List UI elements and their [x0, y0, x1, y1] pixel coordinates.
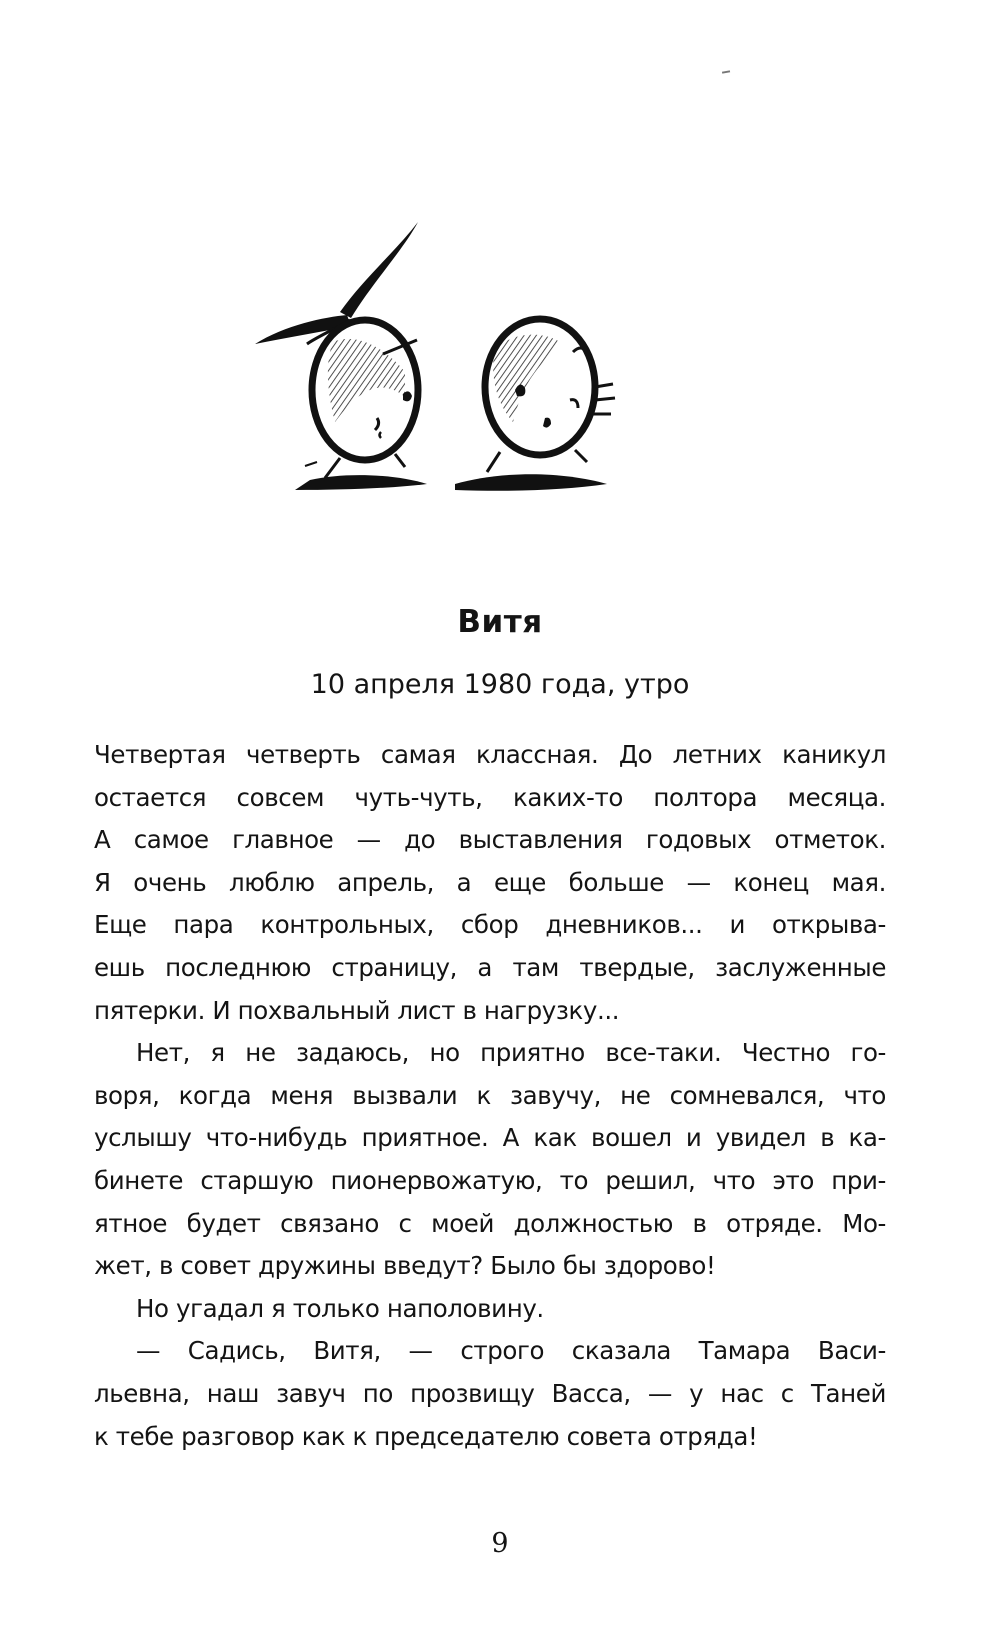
paragraph — [94, 734, 886, 1032]
chapter-title: Витя — [457, 604, 543, 640]
text-line: бинете старшую пионервожатую, то решил, что это при- — [94, 1165, 886, 1195]
paragraph — [94, 1288, 886, 1331]
text-line: жет, в совет дружины введут? Было бы здорово! — [94, 1251, 716, 1281]
paragraph — [94, 1032, 886, 1288]
text-line: Нет, я не задаюсь, но приятно все-таки. Честно го- — [136, 1038, 886, 1068]
page-number: 9 — [491, 1528, 509, 1559]
text-line: пятерки. И похвальный лист в нагрузку... — [94, 995, 620, 1025]
text-line: воря, когда меня вызвали к завучу, не сомневался, что — [94, 1080, 886, 1110]
chapter-date: 10 апреля 1980 года, утро — [310, 669, 690, 700]
text-line: к тебе разговор как к председателю совета отряда! — [94, 1421, 758, 1451]
text-line: ятное будет связано с моей должностью в отряде. Мо- — [94, 1208, 886, 1238]
text-line: Еще пара контрольных, сбор дневников... и открыва- — [94, 910, 886, 940]
two-children-faces-drawing-icon — [255, 222, 655, 542]
paragraph — [94, 1330, 886, 1458]
scan-speck — [722, 70, 730, 73]
chapter-body — [94, 734, 886, 1458]
text-line: льевна, наш завуч по прозвищу Васса, — у нас с Таней — [94, 1378, 886, 1408]
text-line: Четвертая четверть самая классная. До летних каникул — [94, 740, 886, 769]
text-line: остается совсем чуть-чуть, каких-то полтора месяца. — [94, 782, 886, 812]
text-line: А самое главное — до выставления годовых отметок. — [94, 825, 886, 855]
text-line: Но угадал я только наполовину. — [136, 1293, 544, 1323]
text-line: — Садись, Витя, — строго сказала Тамара Васи- — [136, 1336, 886, 1366]
text-line: ешь последнюю страницу, а там твердые, заслуженные — [94, 952, 886, 982]
text-line: Я очень люблю апрель, а еще больше — конец мая. — [94, 867, 886, 897]
text-line: услышу что-нибудь приятное. А как вошел и увидел в ка- — [94, 1123, 886, 1153]
